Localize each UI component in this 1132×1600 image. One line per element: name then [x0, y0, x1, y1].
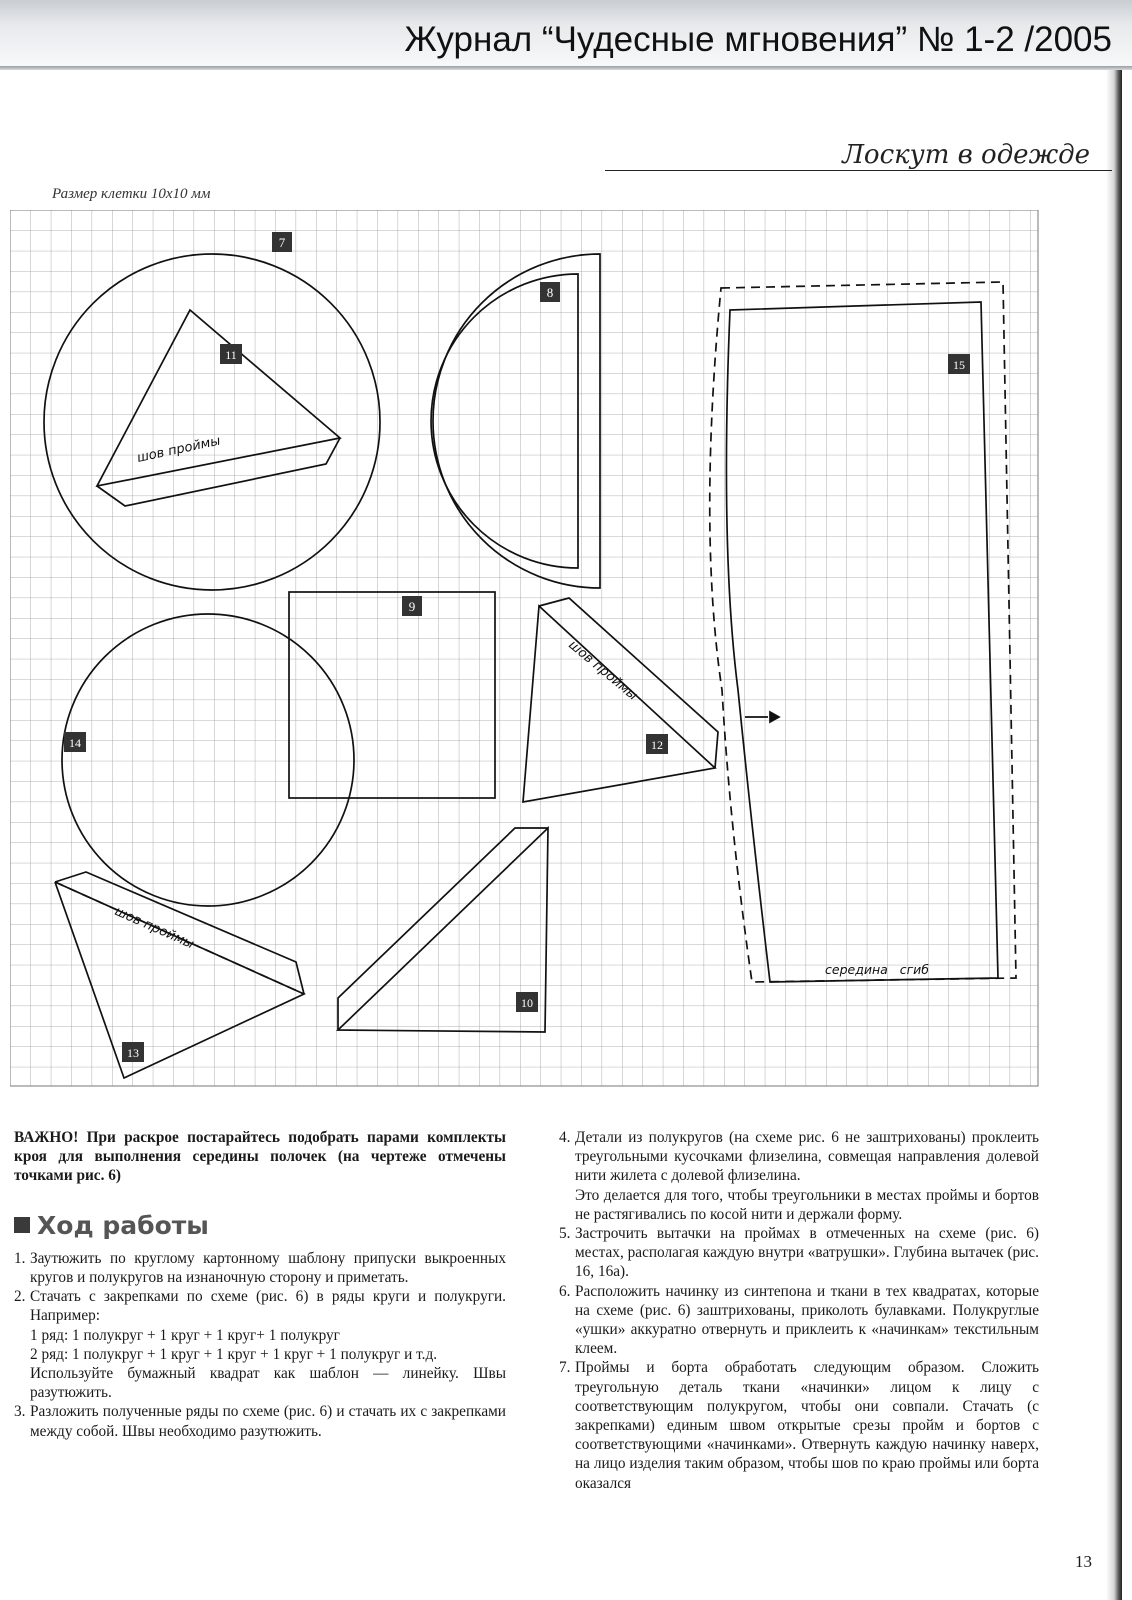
- steps-list-right: [559, 1128, 1039, 1493]
- section-rule: [605, 170, 1112, 171]
- step-text: Стачать с закрепками по схеме (рис. 6) в ряды круги и полукруги. Например:: [30, 1288, 506, 1325]
- piece-number-7: 7: [278, 235, 286, 250]
- step-6: [559, 1282, 1039, 1359]
- step-1: [14, 1249, 506, 1287]
- grid-caption: Размер клетки 10х10 мм: [52, 186, 211, 202]
- step-number: 3.: [14, 1403, 26, 1421]
- step-text: Заутюжить по круглому картонному шаблону припуски выкроенных кругов и полукругов на изнаночную сторону и приметать.: [30, 1249, 506, 1287]
- grid-background: [10, 210, 1038, 1086]
- step-number: 5.: [559, 1225, 571, 1243]
- seam-label-piece-11: шов проймы: [135, 433, 222, 466]
- step-number: 4.: [559, 1129, 571, 1146]
- section-title: Лоскут в одежде: [842, 140, 1090, 170]
- right-column: [559, 1128, 1039, 1493]
- left-column: [14, 1128, 506, 1441]
- step-4: [559, 1128, 1039, 1224]
- step-subline: Это делается для того, чтобы треугольники в местах проймы и бортов не растягивались по косой нити и держали форму.: [575, 1186, 1039, 1223]
- fold-label: середина сгиб: [825, 962, 929, 977]
- step-text: Застрочить вытачки на проймах в отмеченных на схеме (рис. 6) местах, располагая каждую внутри «ватрушки». Глубина вытачек (рис. 16, 16а).: [575, 1225, 1039, 1281]
- section-heading: [14, 1210, 506, 1240]
- step-2: [14, 1287, 506, 1402]
- margin-note: [0, 1150, 8, 1470]
- step-text: Детали из полукругов (на схеме рис. 6 не заштрихованы) проклеить треугольными кусочками флизелина, совмещая направления долевой нити жилета с долевой флизелина.: [575, 1129, 1039, 1185]
- seam-label-piece-13: шов проймы: [112, 903, 197, 953]
- page-binding-edge: [1106, 70, 1122, 1600]
- important-note: ВАЖНО! При раскрое постарайтесь подобрать парами комплекты кроя для выполнения середины полочек (на чертеже отмечены точками рис. 6): [14, 1129, 506, 1185]
- step-3: [14, 1402, 506, 1440]
- piece-number-11: 11: [225, 348, 237, 362]
- piece-number-14: 14: [69, 736, 81, 750]
- piece-number-15: 15: [953, 358, 965, 372]
- seam-label-piece-12: шов проймы: [565, 637, 641, 704]
- step-number: 7.: [559, 1359, 571, 1377]
- step-text: Расположить начинку из синтепона и ткани в тех квадратах, которые на схеме (рис. 6) заштрихованы, приколоть булавками. Полукруглые «ушки» аккуратно отвернуть и приклеить к «начинкам» текстильным клеем.: [575, 1282, 1039, 1358]
- piece-number-8: 8: [546, 285, 554, 300]
- steps-list-left: [14, 1249, 506, 1441]
- step-number: 1.: [14, 1249, 26, 1267]
- step-subline: 2 ряд: 1 полукруг + 1 круг + 1 круг + 1 круг + 1 полукруг и т.д.: [30, 1345, 438, 1363]
- step-number: 6.: [559, 1282, 571, 1300]
- piece-number-13: 13: [127, 1046, 139, 1060]
- page-number: 13: [1075, 1552, 1092, 1571]
- piece-number-12: 12: [651, 738, 663, 752]
- step-subline: 1 ряд: 1 полукруг + 1 круг + 1 круг+ 1 полукруг: [30, 1326, 340, 1344]
- journal-title: Журнал “Чудесные мгновения” № 1-2 /2005: [404, 20, 1112, 59]
- step-5: [559, 1224, 1039, 1282]
- step-subline: Используйте бумажный квадрат как шаблон — линейку. Швы разутюжить.: [30, 1365, 506, 1402]
- pattern-diagram: [10, 210, 1040, 1088]
- step-number: 2.: [14, 1288, 26, 1306]
- piece-number-9: 9: [408, 599, 416, 614]
- step-text: Проймы и борта обработать следующим образом. Сложить треугольную деталь ткани «начинки» лицом к лицу с соответствующим полукругом, чтобы они совпали. Стачать (с закрепками) единым швом открытые срезы пройм и бортов с соответствующими «начинками». Отвернуть каждую начинку наверх, на лицо изделия таким образом, чтобы шов по краю проймы или борта оказался: [575, 1359, 1039, 1492]
- piece-number-10: 10: [521, 996, 533, 1010]
- heading-text: Ход работы: [37, 1210, 209, 1240]
- step-7: [559, 1358, 1039, 1492]
- heading-square-icon: [14, 1217, 30, 1233]
- step-text: Разложить полученные ряды по схеме (рис. 6) и стачать их с закрепками между собой. Швы необходимо разутюжить.: [30, 1403, 506, 1440]
